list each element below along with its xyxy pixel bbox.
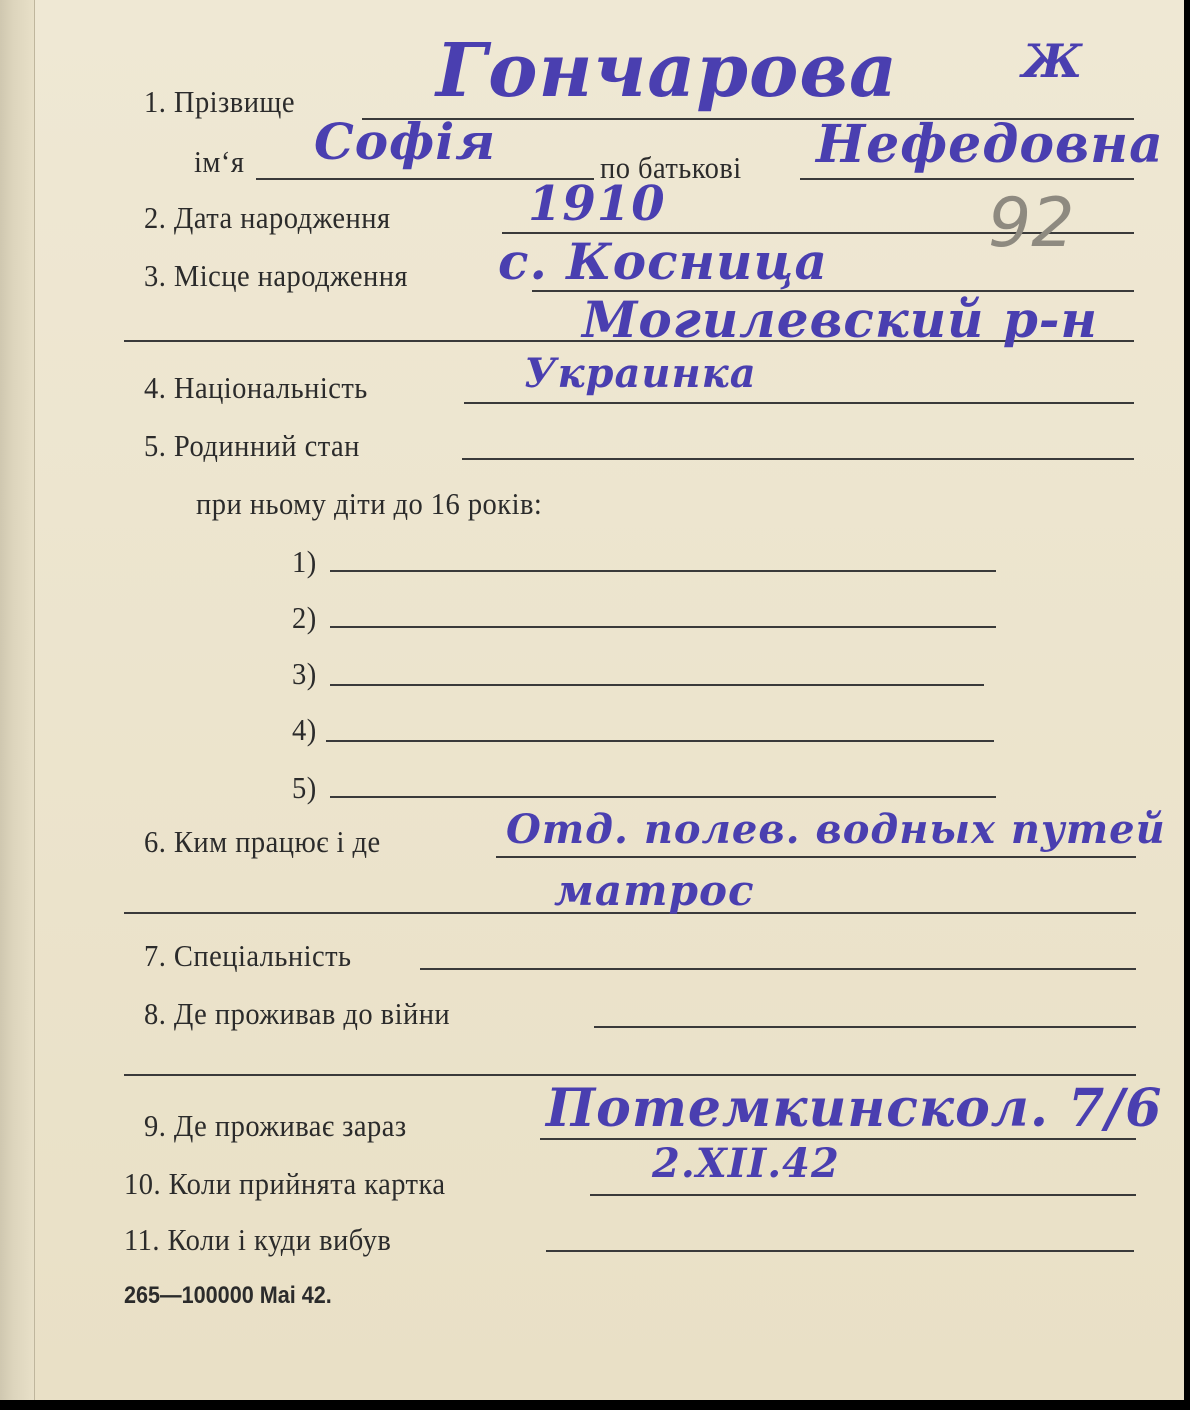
surname-value: Гончарова xyxy=(436,28,898,114)
work-label: 6. Ким працює і де xyxy=(144,824,381,859)
nationality-label: 4. Національність xyxy=(144,370,368,405)
child-5-line xyxy=(330,796,996,798)
work-line xyxy=(496,856,1136,858)
prewar-residence-line-2 xyxy=(124,1074,1136,1076)
child-5-num: 5) xyxy=(292,770,317,805)
card-date-line xyxy=(590,1194,1136,1196)
birthplace-label: 3. Місце народження xyxy=(144,258,409,293)
first-name-value: Софія xyxy=(314,112,497,171)
page-fold-edge xyxy=(0,0,35,1400)
surname-mark: Ж xyxy=(1022,34,1084,88)
child-4-num: 4) xyxy=(292,712,317,747)
prewar-residence-label: 8. Де проживав до війни xyxy=(144,996,451,1031)
nationality-line xyxy=(464,402,1134,404)
child-4-line xyxy=(326,740,994,742)
work-value-1: Отд. полев. водных путей xyxy=(506,806,1166,853)
current-residence-value: Потемкинскол. 7/6 xyxy=(546,1078,1163,1139)
marital-status-line xyxy=(462,458,1134,460)
child-1-line xyxy=(330,570,996,572)
marital-status-label: 5. Родинний стан xyxy=(144,428,360,463)
surname-label: 1. Прізвище xyxy=(144,84,295,119)
prewar-residence-line xyxy=(594,1026,1136,1028)
child-2-line xyxy=(330,626,996,628)
nationality-value: Украинка xyxy=(524,350,757,397)
birthplace-value-2: Могилевский р-н xyxy=(582,290,1098,349)
print-info: 265—100000 Mai 42. xyxy=(124,1282,332,1309)
birth-date-value: 1910 xyxy=(528,176,666,232)
first-name-label: ім‘я xyxy=(194,144,245,179)
child-3-line xyxy=(330,684,984,686)
child-1-num: 1) xyxy=(292,544,317,579)
pencil-number: 92 xyxy=(988,184,1075,263)
departure-line xyxy=(546,1250,1134,1252)
birth-date-label: 2. Дата народження xyxy=(144,200,391,235)
current-residence-label: 9. Де проживає зараз xyxy=(144,1108,407,1143)
children-label: при ньому діти до 16 років: xyxy=(196,486,543,521)
patronymic-value: Нефедовна xyxy=(816,114,1164,175)
work-value-2: матрос xyxy=(554,866,755,915)
birthplace-value-1: с. Косница xyxy=(498,232,828,291)
specialty-label: 7. Спеціальність xyxy=(144,938,352,973)
child-2-num: 2) xyxy=(292,600,317,635)
card-date-value: 2.XII.42 xyxy=(652,1140,840,1187)
card-date-label: 10. Коли прийнята картка xyxy=(124,1166,446,1201)
specialty-line xyxy=(420,968,1136,970)
departure-label: 11. Коли і куди вибув xyxy=(124,1222,392,1257)
patronymic-line xyxy=(800,178,1134,180)
child-3-num: 3) xyxy=(292,656,317,691)
patronymic-label: по батькові xyxy=(600,150,742,185)
